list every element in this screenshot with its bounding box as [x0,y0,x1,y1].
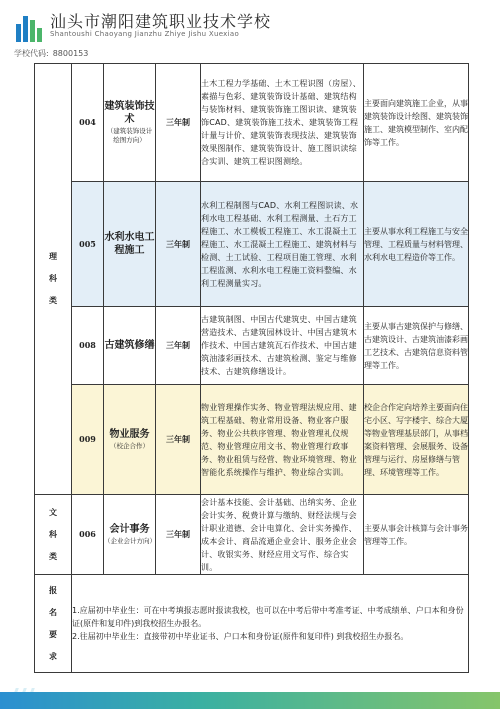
school-code [14,48,88,59]
program-name: 会计事务 [109,524,150,535]
program-courses: 水利工程制图与CAD、水利工程图识读、水利水电工程基础、水利工程测量、土石方工程施工、水工模板工程施工、水工混凝土工程施工、水工混凝土工程施工、建筑材料与检测、土工试验、工程项目施工管理、水利工程监测、水利水电工程施工资料整编、水利工程测量实习。 [201,182,364,307]
footer-bar [0,692,500,709]
program-name: 建筑装饰技术 [104,101,155,125]
requirement-item: 2.往届初中毕业生：直接带初中毕业证书、户口本和身份证(原件和复印件) 到我校招生办报名。 [72,632,409,641]
program-name-cell [104,182,156,307]
program-courses: 古建筑制图、中国古代建筑史、中国古建筑营造技术、古建筑园林设计、中国古建筑木作技术、中国古建筑瓦石作技术、中国古建筑油漆彩画技术、古建筑检测、鉴定与维修技术、古建筑修缮设计。 [201,307,364,385]
school-name: 汕头市潮阳建筑职业技术学校 [50,12,272,31]
category-requirements: 报名要求 [35,575,72,673]
program-row [35,307,469,385]
header [0,0,500,64]
program-duration: 三年制 [156,182,201,307]
program-name-cell [104,495,156,575]
program-duration: 三年制 [156,64,201,182]
program-subtitle: （企业会计方向） [104,537,156,545]
school-code-label: 学校代码: [14,49,49,58]
program-subtitle: （校企合作） [110,442,149,450]
program-courses: 物业管理操作实务、物业管理法规应用、建筑工程基础、物业常用设备、物业客户服务、物业公共秩序管理、物业管理礼仪规范、物业管理应用文书、物业管理行政事务、物业租赁与经营、物业环境管理、物业智能化系统操作与维护、物业综合实训。 [201,385,364,495]
program-code: 009 [72,385,104,495]
program-name-cell [104,307,156,385]
program-row [35,495,469,575]
school-name-pinyin: Shantoushi Chaoyang Jianzhu Zhiye Jishu Xuexiao [50,30,240,38]
program-destination: 主要面向建筑施工企业，从事建筑装饰设计绘图、建筑装饰施工、建筑模型制作、室内配饰等工作。 [364,64,469,182]
program-code: 008 [72,307,104,385]
program-name: 物业服务 [109,429,150,440]
program-courses: 会计基本技能、会计基础、出纳实务、企业会计实务、税费计算与缴纳、财经法规与会计职业道德、会计电算化、会计实务操作、成本会计、商品流通企业会计、服务企业会计、收银实务、财经应用文写作、综合实训。 [201,495,364,575]
program-duration: 三年制 [156,385,201,495]
school-logo [14,10,44,44]
program-name-cell [104,385,156,495]
category-arts: 文科类 [35,495,72,575]
program-name: 水利水电工程施工 [104,232,155,256]
program-name: 古建筑修缮 [104,340,155,351]
program-code: 006 [72,495,104,575]
program-row [35,182,469,307]
program-destination: 主要从事古建筑保护与修缮、古建筑设计、古建筑油漆彩画工艺技术、古建筑信息资料管理等工作。 [364,307,469,385]
program-table [34,63,469,673]
requirements-text [72,575,469,673]
program-row [35,385,469,495]
category-science: 理科类 [35,64,72,495]
program-name-cell [104,64,156,182]
program-subtitle: （建筑装饰设计绘图方向） [106,127,153,144]
requirement-item: 1.应届初中毕业生：可在中考填报志愿时报读我校，也可以在中考后带中考准考证、中考成绩单、户口本和身份证(原件和复印件)到我校招生办报名。 [72,606,464,628]
program-destination: 主要从事会计核算与会计事务管理等工作。 [364,495,469,575]
program-destination: 校企合作定向培养主要面向住宅小区、写字楼宇、综合大厦等物业管理基层部门，从事档案资料管理、会展服务、设备管理与运行、房屋修缮与管理、环境管理等工作。 [364,385,469,495]
program-duration: 三年制 [156,307,201,385]
program-code: 005 [72,182,104,307]
program-row [35,64,469,182]
program-duration: 三年制 [156,495,201,575]
school-code-value: 8800153 [52,49,89,58]
requirements-row [35,575,469,673]
program-destination: 主要从事水利工程施工与安全管理、工程质量与材料管理、水利水电工程造价等工作。 [364,182,469,307]
program-courses: 土木工程力学基础、土木工程识图（房屋）、素描与色彩、建筑装饰设计基础、建筑结构与装饰材料、建筑装饰施工图识读、建筑装饰CAD、建筑装饰施工技术、建筑装饰工程计量与计价、建筑装饰表现技法、建筑装饰效果图制作、建筑装饰设计、施工图识读综合实训、建筑工程识图测绘。 [201,64,364,182]
program-code: 004 [72,64,104,182]
